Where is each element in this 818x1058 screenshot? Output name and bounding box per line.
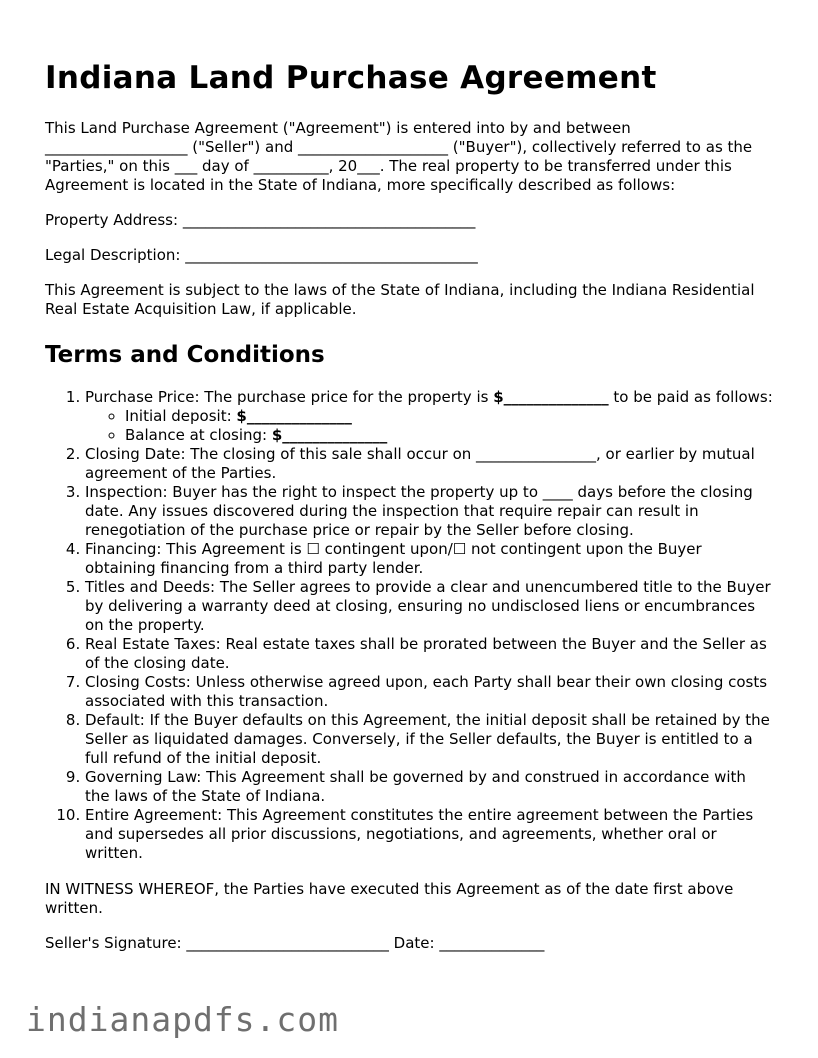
- balance-label: Balance at closing:: [125, 426, 272, 444]
- watermark: indianapdfs.com: [26, 1000, 340, 1039]
- property-address-label: Property Address:: [45, 211, 183, 229]
- term-closing-costs: 7. Closing Costs: Unless otherwise agreed upon, each Party shall bear their own closing costs associated with this transaction.: [85, 673, 775, 711]
- term-text: to be paid as follows:: [608, 388, 773, 406]
- date-label: Date:: [388, 934, 440, 952]
- legal-description-line: [45, 246, 775, 265]
- law-note: This Agreement is subject to the laws of the State of Indiana, including the Indiana Residential Real Estate Acquisition Law, if applicable.: [45, 281, 755, 318]
- terms-heading: Terms and Conditions: [45, 342, 325, 368]
- document-page: [45, 0, 775, 953]
- payment-sublist: [85, 407, 775, 445]
- purchase-price-blank: $______________: [493, 388, 609, 406]
- term-closing-date: 2. Closing Date: The closing of this sale shall occur on ________________, or earlier by mutual agreement of the Parties.: [85, 445, 775, 483]
- term-inspection: 3. Inspection: Buyer has the right to inspect the property up to ____ days before the closing date. Any issues discovered during the inspection that require repair can result in renegotiation of the purchase price or repair by the Seller before closing.: [85, 483, 775, 540]
- legal-description-blank: _______________________________________: [185, 246, 478, 264]
- initial-deposit-label: Initial deposit:: [125, 407, 237, 425]
- balance-blank: $______________: [271, 426, 388, 444]
- term-real-estate-taxes: 6. Real Estate Taxes: Real estate taxes shall be prorated between the Buyer and the Seller as of the closing date.: [85, 635, 775, 673]
- term-financing: 4. Financing: This Agreement is ☐ contingent upon/☐ not contingent upon the Buyer obtaining financing from a third party lender.: [85, 540, 775, 578]
- property-address-blank: _______________________________________: [182, 211, 476, 229]
- term-governing-law: 9. Governing Law: This Agreement shall be governed by and construed in accordance with the laws of the State of Indiana.: [85, 768, 775, 806]
- witness-clause: IN WITNESS WHEREOF, the Parties have executed this Agreement as of the date first above written.: [45, 880, 734, 917]
- seller-signature-label: Seller's Signature:: [45, 934, 187, 952]
- initial-deposit-item: [125, 407, 775, 426]
- term-purchase-price: [85, 388, 775, 445]
- seller-signature-line: [45, 934, 775, 953]
- date-blank: ______________: [439, 934, 545, 952]
- seller-signature-blank: ___________________________: [186, 934, 389, 952]
- page-title: Indiana Land Purchase Agreement: [45, 60, 657, 96]
- term-entire-agreement: 10. Entire Agreement: This Agreement constitutes the entire agreement between the Parties and supersedes all prior discussions, negotiations, and agreements, whether oral or written.: [85, 806, 775, 863]
- term-default: 8. Default: If the Buyer defaults on this Agreement, the initial deposit shall be retained by the Seller as liquidated damages. Conversely, if the Seller defaults, the Buyer is entitled to a full refund of the initial deposit.: [85, 711, 775, 768]
- terms-list: [45, 388, 775, 863]
- initial-deposit-blank: $______________: [236, 407, 352, 425]
- term-text: Purchase Price: The purchase price for the property is: [85, 388, 494, 406]
- legal-description-label: Legal Description:: [45, 246, 186, 264]
- balance-at-closing-item: [125, 426, 775, 445]
- term-titles-and-deeds: 5. Titles and Deeds: The Seller agrees to provide a clear and unencumbered title to the Buyer by delivering a warranty deed at closing, ensuring no undisclosed liens or encumbrances on the property.: [85, 578, 775, 635]
- property-address-line: [45, 211, 775, 230]
- intro-paragraph: This Land Purchase Agreement ("Agreement") is entered into by and between ___________________ ("Seller") and ____________________ ("Buyer"), collectively referred to as the "Parties," on this ___ day of __________, 20___. The real property to be transferred under this Agreement is located in the State of Indiana, more specifically described as follows:: [45, 119, 753, 194]
